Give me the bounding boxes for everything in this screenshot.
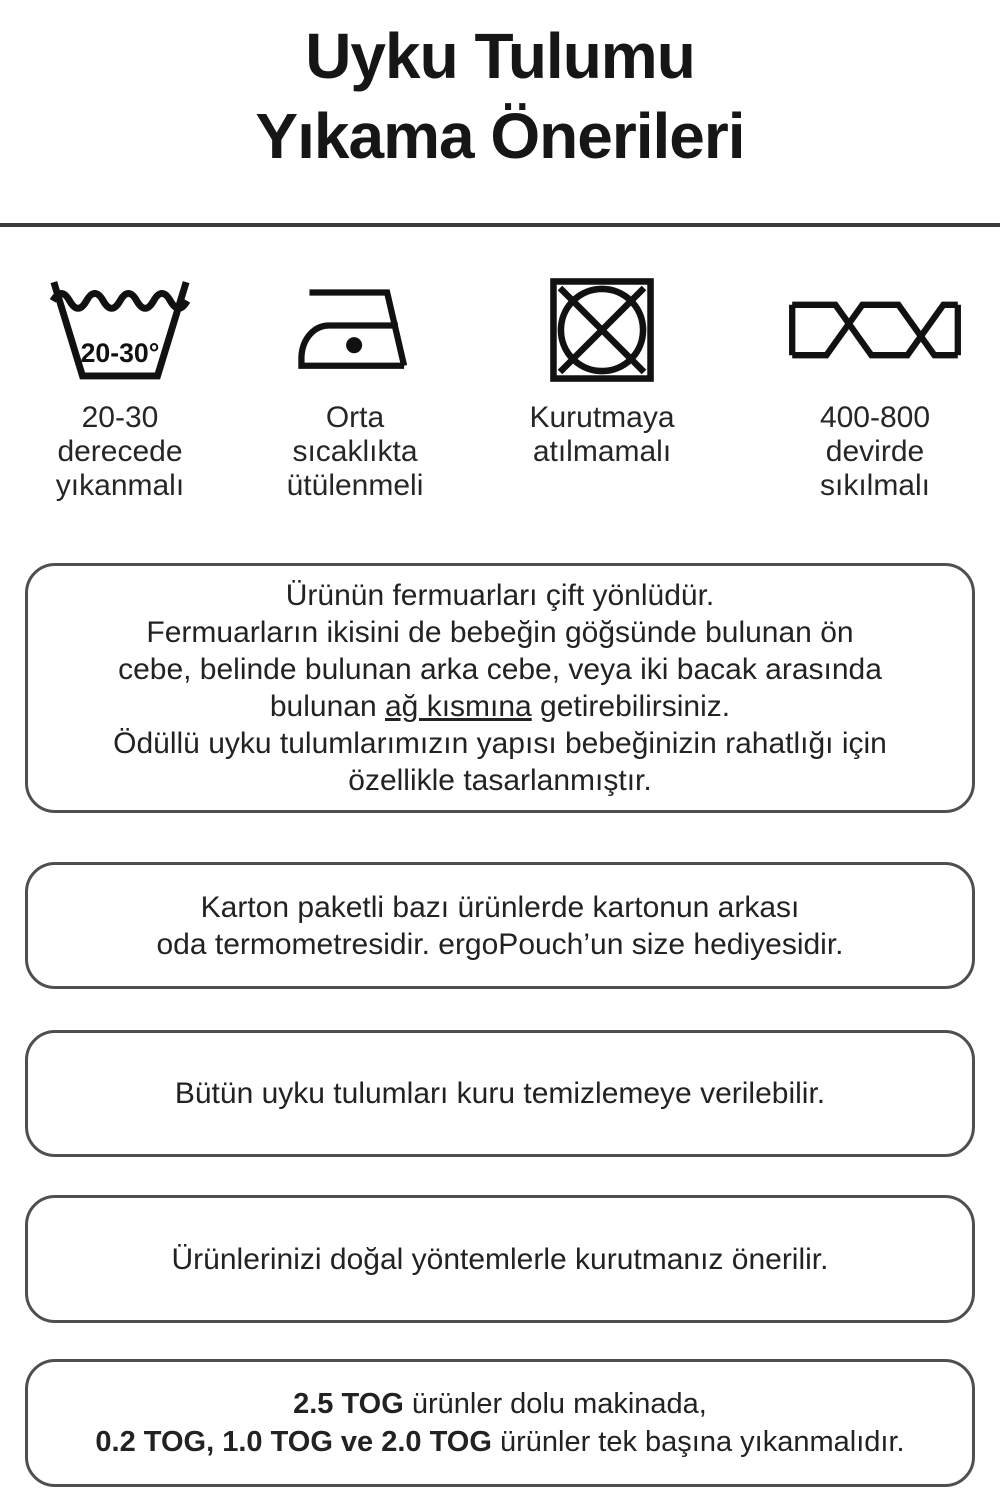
iron-icon bbox=[288, 280, 422, 380]
icon-label-line: 400-800 bbox=[819, 401, 931, 434]
text-line bbox=[28, 1423, 972, 1461]
care-icon-column-wash bbox=[10, 270, 230, 503]
care-icon-column-iron bbox=[245, 270, 465, 503]
text-line bbox=[28, 1385, 972, 1423]
icon-label-line: devirde bbox=[825, 435, 925, 468]
icon-zone bbox=[10, 270, 230, 390]
icon-label-line: sıkılmalı bbox=[819, 469, 930, 502]
page-title-line-1: Uyku Tulumu bbox=[305, 20, 695, 92]
icon-zone bbox=[765, 270, 985, 390]
info-box-zippers bbox=[25, 563, 975, 813]
underlined-text-segment: ağ kısmına bbox=[384, 690, 532, 723]
icon-label-line: 20-30 bbox=[81, 401, 159, 434]
text-line: Ödüllü uyku tulumlarımızın yapısı bebeğinizin rahatlığı için bbox=[113, 727, 887, 760]
text-line bbox=[28, 688, 972, 725]
divider bbox=[0, 223, 1000, 227]
text-segment: ürünler tek başına yıkanmalıdır. bbox=[491, 1426, 905, 1458]
text-segment: bulunan bbox=[269, 690, 385, 723]
bold-text-segment: 0.2 TOG, 1.0 TOG ve 2.0 TOG bbox=[95, 1426, 492, 1458]
icon-label-line: atılmamalı bbox=[532, 435, 672, 468]
text-line: Ürünlerinizi doğal yöntemlerle kurutmanız önerilir. bbox=[171, 1242, 829, 1276]
icon-zone bbox=[492, 270, 712, 390]
wash-tub-icon bbox=[41, 277, 199, 384]
care-icon-column-no-tumble bbox=[492, 270, 712, 469]
icon-label bbox=[10, 401, 230, 503]
info-box-tog bbox=[25, 1359, 975, 1487]
icon-label-line: yıkanmalı bbox=[55, 469, 185, 502]
info-box-thermometer bbox=[25, 862, 975, 989]
icon-label bbox=[245, 401, 465, 503]
text-line: Fermuarların ikisini de bebeğin göğsünde bulunan ön bbox=[146, 616, 854, 649]
icon-label bbox=[492, 401, 712, 469]
icon-label-line: ütülenmeli bbox=[286, 469, 424, 502]
text-line: cebe, belinde bulunan arka cebe, veya iki bacak arasında bbox=[118, 653, 882, 686]
page-title-line-2: Yıkama Önerileri bbox=[255, 100, 745, 172]
text-line: Karton paketli bazı ürünlerde kartonun arkası bbox=[200, 890, 800, 924]
icon-label-line: derecede bbox=[57, 435, 183, 468]
info-box-natural-dry bbox=[25, 1195, 975, 1323]
bold-text-segment: 2.5 TOG bbox=[293, 1388, 404, 1420]
wring-icon bbox=[785, 294, 965, 366]
no-tumble-dry-icon bbox=[546, 274, 658, 386]
info-box-dry-clean bbox=[25, 1030, 975, 1157]
care-icon-column-spin bbox=[765, 270, 985, 503]
text-line: Ürünün fermuarları çift yönlüdür. bbox=[285, 579, 715, 612]
icon-label bbox=[765, 401, 985, 503]
icon-zone bbox=[245, 270, 465, 390]
icon-label-line: Orta bbox=[325, 401, 385, 434]
wash-temp-label: 20-30° bbox=[80, 337, 160, 368]
text-segment: ürünler dolu makinada, bbox=[403, 1388, 707, 1420]
text-line: oda termometresidir. ergoPouch’un size hediyesidir. bbox=[156, 927, 844, 961]
text-line: özellikle tasarlanmıştır. bbox=[348, 764, 652, 797]
page-title bbox=[0, 16, 1000, 176]
text-segment: getirebilirsiniz. bbox=[531, 690, 731, 723]
text-line: Bütün uyku tulumları kuru temizlemeye verilebilir. bbox=[174, 1077, 826, 1110]
icon-label-line: Kurutmaya bbox=[529, 401, 675, 434]
icon-label-line: sıcaklıkta bbox=[292, 435, 418, 468]
